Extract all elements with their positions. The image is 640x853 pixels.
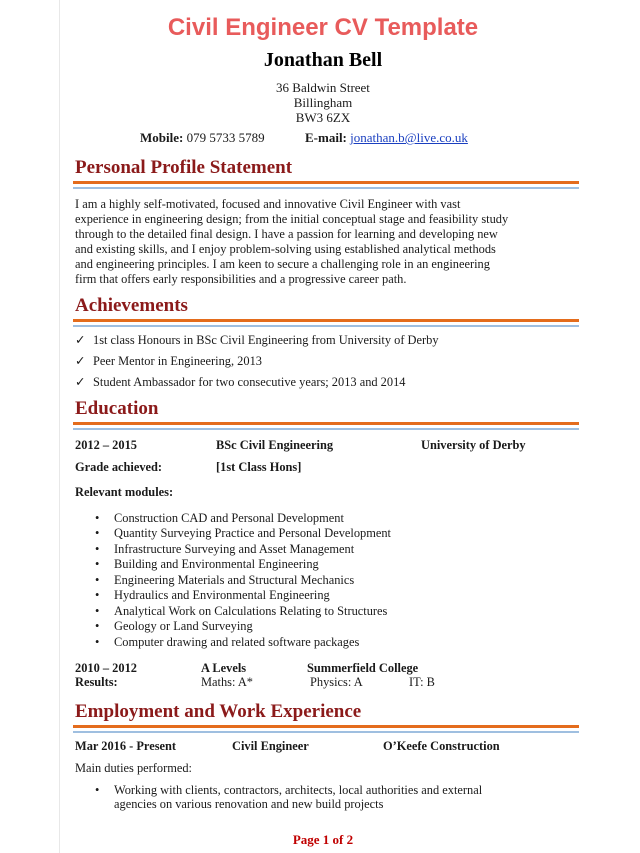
modules-label: Relevant modules: — [75, 485, 174, 499]
cv-page — [59, 0, 587, 853]
alevel-name: A Levels — [201, 661, 247, 675]
achievement-item: ✓ Peer Mentor in Engineering, 2013 — [75, 354, 262, 368]
grade-value: [1st Class Hons] — [216, 460, 302, 474]
duties-label: Main duties performed: — [75, 761, 192, 775]
mobile-number: 079 5733 5789 — [186, 130, 265, 145]
bullet-icon: • — [95, 526, 100, 540]
profile-paragraph — [75, 197, 555, 287]
profile-line: firm that offers early responsibilities and a progressive career path. — [75, 272, 407, 286]
bullet-icon: • — [95, 604, 100, 618]
section-rule — [73, 422, 579, 425]
bullet-icon: • — [95, 511, 100, 525]
section-rule — [73, 187, 579, 189]
job-period: Mar 2016 - Present — [75, 739, 177, 753]
achievement-item: ✓ Student Ambassador for two consecutive years; 2013 and 2014 — [75, 375, 406, 389]
section-title-achievements: Achievements — [75, 295, 188, 316]
module-item: • Infrastructure Surveying and Asset Management — [95, 542, 355, 556]
section-rule — [73, 428, 579, 430]
mobile-contact — [140, 130, 265, 146]
address-line: 36 Baldwin Street — [276, 80, 370, 95]
module-item: • Hydraulics and Environmental Engineering — [95, 588, 330, 602]
bullet-icon: • — [95, 588, 100, 602]
section-rule — [73, 319, 579, 322]
section-title-profile: Personal Profile Statement — [75, 157, 293, 178]
module-item: • Geology or Land Surveying — [95, 619, 253, 633]
results-label: Results: — [75, 675, 118, 689]
checkmark-icon: ✓ — [75, 333, 86, 347]
page-number: Page 1 of 2 — [292, 832, 354, 847]
section-title-education: Education — [75, 398, 159, 419]
profile-line: experience in engineering design; from the initial conceptual stage and feasibility study — [75, 212, 509, 226]
checkmark-icon: ✓ — [75, 354, 86, 368]
email-link[interactable]: jonathan.b@live.co.uk — [350, 130, 468, 145]
module-item: • Quantity Surveying Practice and Personal Development — [95, 526, 391, 540]
profile-line: through to the detailed final design. I have a passion for learning and developing new — [75, 227, 498, 241]
college-name: Summerfield College — [307, 661, 419, 675]
address-line: BW3 6ZX — [295, 110, 351, 125]
module-item: • Building and Environmental Engineering — [95, 557, 319, 571]
checkmark-icon: ✓ — [75, 375, 86, 389]
section-rule — [73, 181, 579, 184]
result-it: IT: B — [409, 675, 435, 689]
module-item: • Engineering Materials and Structural Mechanics — [95, 573, 355, 587]
bullet-icon: • — [95, 542, 100, 556]
achievement-item: ✓ 1st class Honours in BSc Civil Engineering from University of Derby — [75, 333, 439, 347]
job-company: O’Keefe Construction — [383, 739, 500, 753]
module-item: • Construction CAD and Personal Development — [95, 511, 344, 525]
result-maths: Maths: A* — [201, 675, 253, 689]
profile-line: and existing skills, and I enjoy problem-solving using established analytical methods — [75, 242, 496, 256]
alevel-years: 2010 – 2012 — [75, 661, 137, 675]
email-contact — [305, 130, 468, 146]
bullet-icon: • — [95, 619, 100, 633]
mobile-label: Mobile: — [140, 130, 184, 145]
section-rule — [73, 731, 579, 733]
duty-item: • Working with clients, contractors, architects, local authorities and external — [95, 783, 483, 797]
candidate-name: Jonathan Bell — [263, 49, 383, 71]
profile-line: and engineering principles. I am keen to secure a challenging role in an engineering — [75, 257, 490, 271]
document-title: Civil Engineer CV Template — [167, 14, 479, 41]
bullet-icon: • — [95, 573, 100, 587]
bullet-icon: • — [95, 783, 100, 797]
result-physics: Physics: A — [310, 675, 363, 689]
profile-line: I am a highly self-motivated, focused and innovative Civil Engineer with vast — [75, 197, 461, 211]
section-rule — [73, 725, 579, 728]
module-item: • Analytical Work on Calculations Relating to Structures — [95, 604, 388, 618]
university-name: University of Derby — [421, 438, 526, 452]
section-rule — [73, 325, 579, 327]
job-role: Civil Engineer — [232, 739, 309, 753]
email-label: E-mail: — [305, 130, 347, 145]
bullet-icon: • — [95, 635, 100, 649]
duty-item-continuation: agencies on various renovation and new build projects — [114, 797, 384, 811]
section-title-employment: Employment and Work Experience — [75, 701, 362, 722]
degree-years: 2012 – 2015 — [75, 438, 137, 452]
module-item: • Computer drawing and related software packages — [95, 635, 360, 649]
bullet-icon: • — [95, 557, 100, 571]
degree-name: BSc Civil Engineering — [216, 438, 334, 452]
grade-label: Grade achieved: — [75, 460, 163, 474]
address-line: Billingham — [293, 95, 353, 110]
